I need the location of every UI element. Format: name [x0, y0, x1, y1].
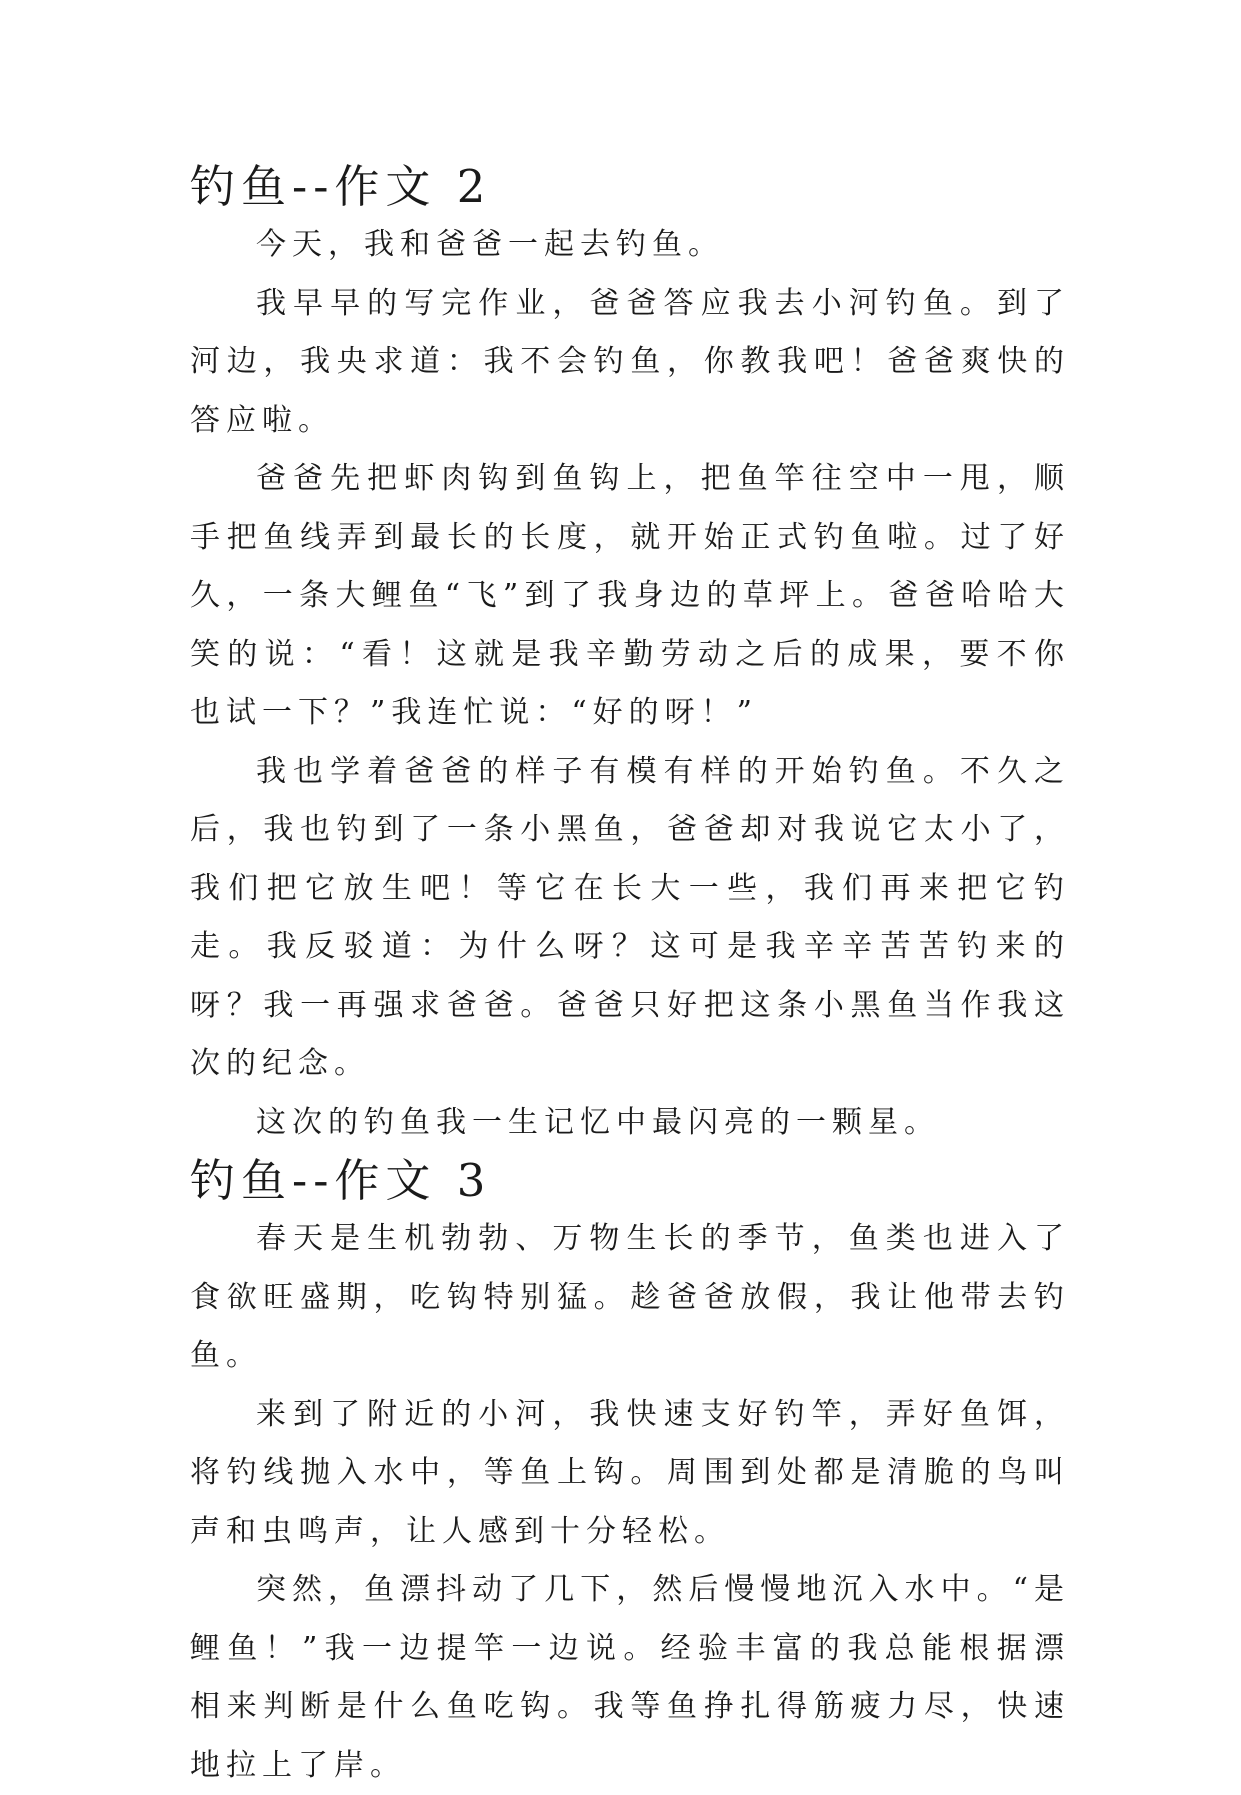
- document-body: [190, 158, 1070, 1795]
- essay-paragraph: 春天是生机勃勃、万物生长的季节，鱼类也进入了食欲旺盛期，吃钩特别猛。趁爸爸放假，我让他带去钓鱼。: [190, 1221, 1070, 1373]
- essay-paragraph: 这次的钓鱼我一生记忆中最闪亮的一颗星。: [256, 1104, 940, 1140]
- essay-paragraph: 我也学着爸爸的样子有模有样的开始钓鱼。不久之后，我也钓到了一条小黑鱼，爸爸却对我说它太小了，我们把它放生吧！等它在长大一些，我们再来把它钓走。我反驳道：为什么呀？这可是我辛辛苦苦钓来的呀？我一再强求爸爸。爸爸只好把这条小黑鱼当作我这次的纪念。: [190, 753, 1070, 1081]
- essay-title: 钓鱼--作文 2: [190, 160, 492, 213]
- essay-paragraph: 今天，我和爸爸一起去钓鱼。: [256, 227, 724, 262]
- essay-section-3: [190, 1152, 1070, 1795]
- essay-paragraph: 爸爸先把虾肉钩到鱼钩上，把鱼竿往空中一甩，顺手把鱼线弄到最长的长度，就开始正式钓鱼啦。过了好久，一条大鲤鱼“飞”到了我身边的草坪上。爸爸哈哈大笑的说：“看！这就是我辛勤劳动之后的成果，要不你也试一下？”我连忙说：“好的呀！”: [190, 461, 1070, 730]
- essay-title: 钓鱼--作文 3: [190, 1154, 492, 1207]
- essay-paragraph: 来到了附近的小河，我快速支好钓竿，弄好鱼饵，将钓线抛入水中，等鱼上钩。周围到处都是清脆的鸟叫声和虫鸣声，让人感到十分轻松。: [190, 1396, 1070, 1549]
- essay-section-2: [190, 158, 1070, 1152]
- essay-paragraph: 我早早的写完作业，爸爸答应我去小河钓鱼。到了河边，我央求道：我不会钓鱼，你教我吧！爸爸爽快的答应啦。: [190, 285, 1070, 438]
- essay-paragraph: 突然，鱼漂抖动了几下，然后慢慢地沉入水中。“是鲤鱼！”我一边提竿一边说。经验丰富的我总能根据漂相来判断是什么鱼吃钩。我等鱼挣扎得筋疲力尽，快速地拉上了岸。: [190, 1572, 1070, 1783]
